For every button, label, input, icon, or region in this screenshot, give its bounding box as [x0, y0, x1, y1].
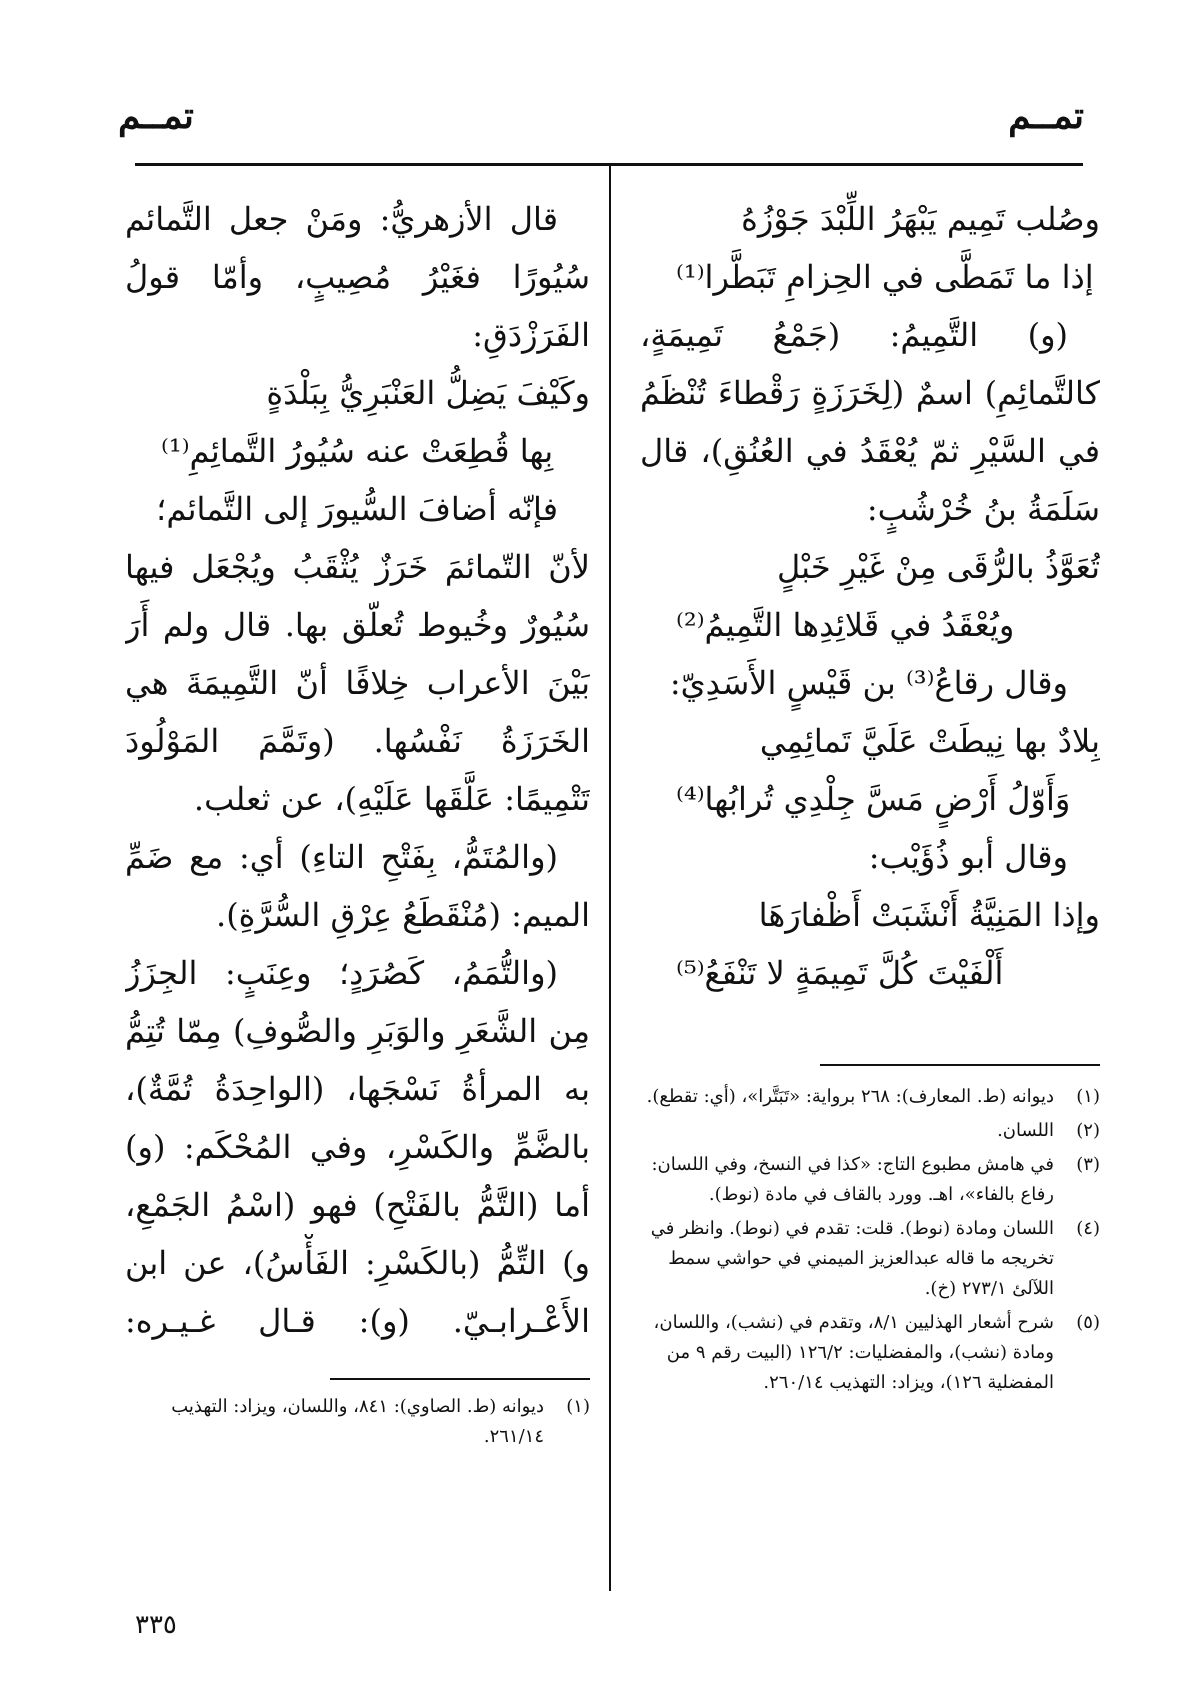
text-line: تُعَوَّذُ بالرُّقَى مِنْ غَيْرِ خَبْلٍ	[776, 548, 1100, 586]
text-line: بِها قُطِعَتْ عنه سُيُورُ التَّمائِمِ⁽¹⁾	[161, 432, 554, 470]
text-line: سَلَمَةُ بنُ خُرْشُبٍ:	[866, 490, 1100, 528]
footnote-number: (٢)	[1076, 1120, 1100, 1141]
text-line: في السَّيْرِ ثمّ يُعْقَدُ في العُنُقِ)، قال	[640, 432, 1100, 470]
right-column	[640, 190, 1100, 1002]
footnote-number: (٥)	[1076, 1312, 1100, 1333]
text-line: الفَرَزْدَقِ:	[472, 316, 590, 354]
text-line: وقال أبو ذُؤَيْب:	[868, 838, 1068, 876]
text-line: به المرأةُ نَسْجَها، (الواحِدَةُ تُمَّةٌ)،	[125, 1070, 590, 1108]
left-footnotes	[125, 1392, 590, 1456]
text-line: سُيُورًا فغَيْرُ مُصِيبٍ، وأمّا قولُ	[125, 258, 590, 296]
left-column	[125, 190, 590, 1350]
footnote	[640, 1214, 1100, 1304]
text-line: إذا ما تَمَطَّى في الحِزامِ تَبَطَّرا⁽¹⁾	[676, 258, 1094, 296]
footnote	[640, 1308, 1100, 1398]
text-line: بَيْنَ الأعراب خِلافًا أنّ التَّمِيمَةَ هي	[125, 664, 590, 702]
text-line: (والتُّمَمُ، كَصُرَدٍ؛ وعِنَبٍ: الجِزَزُ	[125, 954, 558, 992]
right-footnote-rule	[820, 1064, 1100, 1066]
footnote	[640, 1150, 1100, 1210]
footnote-text: ديوانه (ط. الصاوي): ٨٤١، واللسان، ويزاد: التهذيب ٢٦١/١٤.	[171, 1396, 544, 1447]
footnote-number: (٤)	[1076, 1218, 1100, 1239]
column-divider	[609, 166, 611, 1591]
text-line: الميم: (مُنْقَطَعُ عِرْقِ السُّرَّةِ).	[216, 896, 590, 934]
text-line: وقال رقاعُ⁽³⁾ بن قَيْسٍ الأَسَدِيّ:	[669, 664, 1068, 702]
text-line: وصُلب تَمِيم يَبْهَرُ اللِّبْدَ جَوْزُهُ	[741, 200, 1100, 238]
header-left-word: تمــم	[118, 95, 194, 137]
footnote	[640, 1082, 1100, 1112]
text-line: ويُعْقَدُ في قَلائِدِها التَّمِيمُ⁽²⁾	[676, 606, 1015, 644]
text-line: سُيُورٌ وخُيوط تُعلّق بها. قال ولم أَرَ	[125, 606, 590, 644]
right-footnotes	[640, 1082, 1100, 1402]
text-line: الأَعْـرابـيّ. (و): قـال غـيـره:	[125, 1302, 590, 1340]
text-line: تَتْمِيمًا: عَلَّقَها عَلَيْهِ)، عن ثعلب.	[193, 780, 590, 818]
footnote-text: اللسان ومادة (نوط). قلت: تقدم في (نوط). وانظر في تخريجه ما قاله عبدالعزيز الميمني في حواشي سمط اللآلئ ٢٧٣/١ (خ).	[650, 1218, 1054, 1299]
page-number: ٣٣٥	[135, 1610, 177, 1640]
text-line: (و) التَّمِيمُ: (جَمْعُ تَمِيمَةٍ،	[640, 316, 1068, 354]
footnote-text: اللسان.	[997, 1120, 1054, 1141]
header-right-word: تمــم	[1008, 95, 1084, 137]
text-line: بالضَّمِّ والكَسْرِ، وفي المُحْكَم: (و)	[125, 1128, 590, 1166]
text-line: وإذا المَنِيَّةُ أَنْشَبَتْ أَظْفارَهَا	[758, 896, 1100, 934]
footnote	[640, 1116, 1100, 1146]
text-line: مِن الشَّعَرِ والوَبَرِ والصُّوفِ) مِمّا تُتِمُّ	[125, 1012, 590, 1050]
text-line: أَلْفَيْتَ كُلَّ تَمِيمَةٍ لا تَنْفَعُ⁽⁵⁾	[676, 954, 1004, 992]
text-line: (والمُتَمُّ، بِفَتْحِ التاءِ) أي: مع ضَمِّ	[125, 838, 558, 876]
footnote-text: في هامش مطبوع التاج: «كذا في النسخ، وفي اللسان: رفاع بالفاء»، اهـ. وورد بالقاف في مادة (نوط).	[651, 1154, 1054, 1205]
footnote-text: ديوانه (ط. المعارف): ٢٦٨ برواية: «تَبَتَّرا»، (أي: تقطع).	[646, 1086, 1054, 1107]
footnote-number: (١)	[1076, 1086, 1100, 1107]
text-line: قال الأزهريُّ: ومَنْ جعل التَّمائم	[125, 200, 558, 238]
text-line: لأنّ التّمائمَ خَرَزٌ يُثْقَبُ ويُجْعَل فيها	[125, 548, 590, 586]
text-line: أما (التَّمُّ بالفَتْحِ) فهو (اسْمُ الجَمْعِ،	[125, 1186, 590, 1224]
footnote-text: شرح أشعار الهذليين ٨/١، وتقدم في (نشب)، واللسان، ومادة (نشب)، والمفضليات: ١٢٦/٢ (البيت رقم ٩ من المفضلية ١٢٦)، ويزاد: التهذيب ٢٦٠/١٤.	[653, 1312, 1054, 1393]
text-line: وَأَوّلُ أَرْضٍ مَسَّ جِلْدِي تُرابُها⁽⁴⁾	[676, 780, 1071, 818]
text-line: و) التِّمُّ (بالكَسْرِ: الفَأْسُ)، عن ابن	[125, 1244, 590, 1282]
text-line: فإنّه أضافَ السُّيورَ إلى التَّمائم؛	[156, 490, 558, 528]
text-line: الخَرَزَةُ نَفْسُها. (وتَمَّمَ المَوْلُودَ	[125, 722, 590, 760]
left-footnote-rule	[330, 1378, 590, 1380]
footnote-number: (٣)	[1076, 1154, 1100, 1175]
text-line: وكَيْفَ يَضِلُّ العَنْبَرِيُّ بِبَلْدَةٍ	[266, 374, 590, 412]
text-line: كالتَّمائِمِ) اسمٌ (لِخَرَزَةٍ رَقْطاءَ تُنْظَمُ	[640, 374, 1100, 412]
footnote-number: (١)	[566, 1396, 590, 1417]
footnote	[125, 1392, 590, 1452]
text-line: بِلادٌ بها نِيطَتْ عَلَيَّ تَمائِمِي	[759, 722, 1100, 760]
